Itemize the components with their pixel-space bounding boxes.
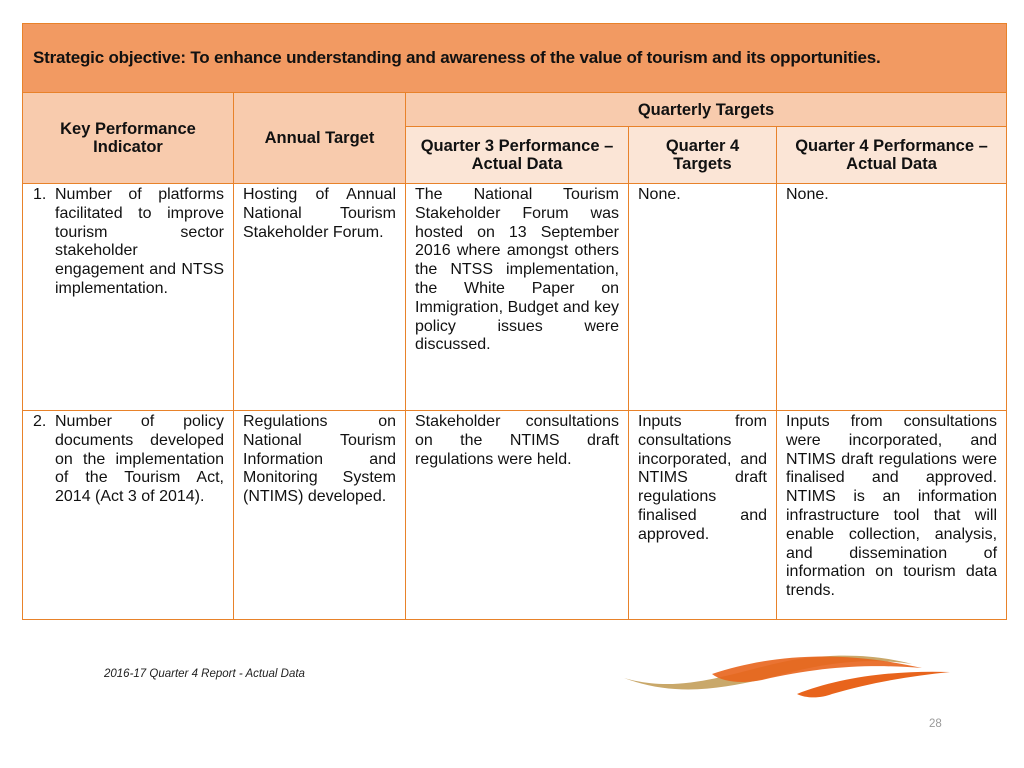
annual-target-cell: Hosting of Annual National Tourism Stakeholder Forum. [234,184,406,411]
q3-actual-cell: The National Tourism Stakeholder Forum was hosted on 13 September 2016 where amongst others the NTSS implementation, the White Paper on Immigration, Budget and key policy issues were discussed. [406,184,629,411]
header-q3-actual: Quarter 3 Performance – Actual Data [406,127,629,184]
row-number: 2. [33,413,47,430]
page-number: 28 [929,718,942,730]
q3-actual-cell: Stakeholder consultations on the NTIMS draft regulations were held. [406,411,629,620]
swoosh-logo-icon [622,650,952,702]
kpi-cell [23,184,234,411]
header-quarterly-targets: Quarterly Targets [406,93,1007,127]
q4-actual-cell: None. [777,184,1007,411]
table-row [23,184,1007,411]
header-q4-targets: Quarter 4 Targets [629,127,777,184]
strategic-objective-title: Strategic objective: To enhance understanding and awareness of the value of tourism and its opportunities. [23,24,1007,93]
header-row [23,93,1007,127]
kpi-table [22,23,1007,620]
header-kpi: Key Performance Indicator [23,93,234,184]
kpi-cell [23,411,234,620]
table-row [23,411,1007,620]
title-row [23,24,1007,93]
q4-actual-cell: Inputs from consultations were incorporated, and NTIMS draft regulations were finalised and approved. NTIMS is an information infrastructure tool that will enable collection, analysis, and dissemination of information on tourism data trends. [777,411,1007,620]
header-q4-actual: Quarter 4 Performance – Actual Data [777,127,1007,184]
q4-targets-cell: None. [629,184,777,411]
footer-caption: 2016-17 Quarter 4 Report - Actual Data [104,668,305,680]
kpi-text: Number of platforms facilitated to improve tourism sector stakeholder engagement and NTSS implementation. [55,186,224,297]
header-annual-target: Annual Target [234,93,406,184]
q4-targets-cell: Inputs from consultations incorporated, and NTIMS draft regulations finalised and approved. [629,411,777,620]
kpi-text: Number of policy documents developed on the implementation of the Tourism Act, 2014 (Act 3 of 2014). [55,413,224,506]
annual-target-cell: Regulations on National Tourism Information and Monitoring System (NTIMS) developed. [234,411,406,620]
row-number: 1. [33,186,47,203]
